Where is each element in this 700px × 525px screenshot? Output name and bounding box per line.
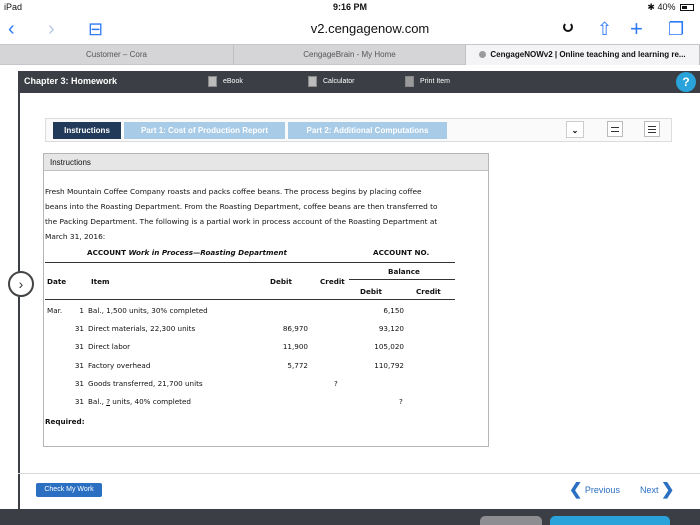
row-item: Factory overhead xyxy=(88,361,151,370)
tab-part-1[interactable]: Part 1: Cost of Production Report xyxy=(124,122,285,139)
problem-text xyxy=(45,184,486,244)
previous-button[interactable] xyxy=(569,481,620,499)
row-month: Mar. xyxy=(47,306,63,315)
ebook-label: eBook xyxy=(223,78,243,85)
tab-customer[interactable]: Customer – Cora xyxy=(0,45,234,65)
rule xyxy=(45,299,455,300)
row-debit: 5,772 xyxy=(287,361,308,370)
row-day: 31 xyxy=(74,379,84,388)
rule xyxy=(349,279,455,280)
browser-tabs xyxy=(0,44,700,65)
tab-instructions[interactable]: Instructions xyxy=(53,122,121,139)
row-balance-debit: ? xyxy=(399,397,403,406)
account-title xyxy=(87,248,287,257)
clock: 9:16 PM xyxy=(332,2,367,12)
calculator-icon xyxy=(308,76,317,87)
reload-icon[interactable] xyxy=(563,22,573,32)
check-my-work-button[interactable]: Check My Work xyxy=(36,483,102,497)
rule xyxy=(45,262,455,263)
footer-tab[interactable] xyxy=(480,516,542,525)
row-item-unknown: ? xyxy=(106,397,111,406)
col-debit: Debit xyxy=(270,277,292,286)
problem-line: March 31, 2016: xyxy=(45,232,106,241)
device-label: iPad xyxy=(4,2,23,12)
calculator-label: Calculator xyxy=(323,78,355,85)
panel-heading: Instructions xyxy=(44,154,488,171)
tab-cengagenow[interactable] xyxy=(466,45,700,65)
footer-tab[interactable] xyxy=(550,516,670,525)
battery-percent: 40% xyxy=(657,2,676,12)
battery-indicator xyxy=(647,2,694,13)
row-day: 1 xyxy=(79,306,84,315)
print-label: Print Item xyxy=(420,78,450,85)
tab-part-2[interactable]: Part 2: Additional Computations xyxy=(288,122,447,139)
left-edge-strip xyxy=(18,93,20,511)
page-title: Chapter 3: Homework xyxy=(24,76,118,86)
forward-icon[interactable]: › xyxy=(48,18,55,40)
row-day: 31 xyxy=(74,397,84,406)
row-balance-debit: 6,150 xyxy=(383,306,404,315)
chevron-right-icon: ❯ xyxy=(661,481,675,499)
col-balance-debit: Debit xyxy=(360,287,382,296)
status-bar xyxy=(0,0,700,14)
row-item-part: Bal., xyxy=(88,397,107,406)
account-title-name: Work in Process—Roasting Department xyxy=(128,248,287,257)
row-balance-debit: 93,120 xyxy=(378,324,404,333)
row-debit: 86,970 xyxy=(282,324,308,333)
col-item: Item xyxy=(91,277,110,286)
ebook-button[interactable] xyxy=(208,75,243,89)
row-balance-debit: 110,792 xyxy=(374,361,404,370)
account-title-prefix: ACCOUNT xyxy=(87,248,129,257)
previous-panel-arrow-icon[interactable]: › xyxy=(8,271,34,297)
required-label: Required: xyxy=(45,417,85,426)
row-balance-debit: 105,020 xyxy=(374,342,404,351)
share-icon[interactable]: ⇧ xyxy=(597,19,613,39)
chevron-down-icon[interactable]: ⌄ xyxy=(566,121,584,138)
book-icon xyxy=(208,76,217,87)
help-icon[interactable]: ? xyxy=(676,72,696,92)
row-item xyxy=(88,397,191,406)
row-day: 31 xyxy=(74,342,84,351)
previous-label: Previous xyxy=(584,485,620,495)
print-icon xyxy=(405,76,414,87)
next-button[interactable] xyxy=(640,481,674,499)
col-balance-credit: Credit xyxy=(416,287,441,296)
list-view-icon[interactable] xyxy=(644,121,660,137)
chevron-left-icon: ❮ xyxy=(569,481,583,499)
row-item: Direct labor xyxy=(88,342,131,351)
row-debit: 11,900 xyxy=(282,342,308,351)
row-day: 31 xyxy=(74,324,84,333)
balance-header: Balance xyxy=(388,267,420,276)
close-tab-icon[interactable] xyxy=(479,51,486,58)
row-item: Direct materials, 22,300 units xyxy=(88,324,196,333)
tab-cengagenow-label: CengageNOWv2 | Online teaching and learning re... xyxy=(490,50,686,59)
account-number-label: ACCOUNT NO. xyxy=(373,248,430,257)
row-credit: ? xyxy=(334,379,338,388)
instructions-panel xyxy=(43,153,489,447)
row-item: Goods transferred, 21,700 units xyxy=(88,379,203,388)
col-date: Date xyxy=(47,277,67,286)
bookmarks-icon[interactable]: ⊟ xyxy=(88,19,104,39)
print-item-button[interactable] xyxy=(405,75,450,89)
back-icon[interactable]: ‹ xyxy=(8,18,15,40)
row-item: Bal., 1,500 units, 30% completed xyxy=(88,306,208,315)
app-header xyxy=(18,71,700,93)
next-label: Next xyxy=(640,485,659,495)
tabs-overview-icon[interactable]: ❐ xyxy=(668,19,685,39)
browser-toolbar xyxy=(0,14,700,44)
problem-line: beans into the Roasting Department. From the Roasting Department, coffee beans are then transferred to xyxy=(45,202,438,211)
address-bar[interactable]: v2.cengagenow.com xyxy=(160,18,580,40)
calculator-button[interactable] xyxy=(308,75,355,89)
bluetooth-icon: ✱ xyxy=(647,2,655,12)
divider xyxy=(18,473,700,474)
new-tab-icon[interactable]: + xyxy=(630,16,643,41)
split-view-icon[interactable] xyxy=(607,121,623,137)
tab-cengagebrain[interactable]: CengageBrain - My Home xyxy=(234,45,466,65)
battery-icon xyxy=(680,4,694,11)
problem-line: Fresh Mountain Coffee Company roasts and packs coffee beans. The process begins by placing coffee xyxy=(45,187,422,196)
row-day: 31 xyxy=(74,361,84,370)
problem-line: the Packing Department. The following is a partial work in process account of the Roasting Department at xyxy=(45,217,438,226)
col-credit: Credit xyxy=(320,277,345,286)
row-item-part: units, 40% completed xyxy=(110,397,191,406)
